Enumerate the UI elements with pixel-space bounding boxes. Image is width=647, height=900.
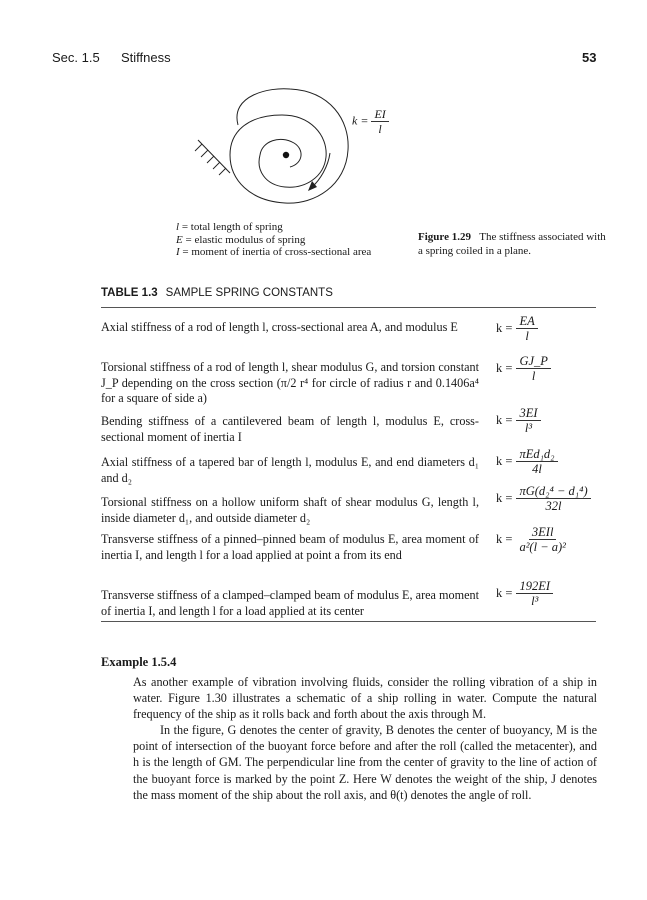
table-row-formula: k = $\frac{3EI}{\text{l³}}$ bbox=[492, 406, 541, 435]
table-row-description: Transverse stiffness of a pinned–pinned beam of modulus E, area moment of inertia I, and length l for a load applied at point a from its end bbox=[101, 532, 479, 562]
spring-center bbox=[283, 152, 289, 158]
spring-constant-formula: k = $\frac{EI}{l}$ bbox=[352, 107, 389, 136]
spring-coil-outer bbox=[230, 89, 348, 203]
table-row-description: Transverse stiffness of a clamped–clamped beam of modulus E, area moment of inertia I, and length l for a load applied at its center bbox=[101, 588, 479, 618]
table-top-rule bbox=[101, 307, 596, 308]
table-row-description: Axial stiffness of a rod of length l, cross-sectional area A, and modulus E bbox=[101, 320, 458, 334]
table-row-description: Bending stiffness of a cantilevered beam of length l, modulus E, cross-sectional moment of inertia I bbox=[101, 414, 479, 444]
table-row-description: Torsional stiffness of a rod of length l, shear modulus G, and torsion constant J_P depending on the cross section (π/2 r⁴ for circle of radius r and 0.1406a⁴ for a square of side a) bbox=[101, 360, 479, 405]
table-row-description: Axial stiffness of a tapered bar of length l, modulus E, and end diameters d₁ and d₂ bbox=[101, 455, 479, 485]
arrow-arc bbox=[312, 153, 330, 187]
example-paragraph: As another example of vibration involving fluids, consider the rolling vibration of a ship in water. Figure 1.30 illustrates a schematic of a ship rolling in water. Compute the natural frequency of the ship as it rolls back and forth about the axis through M. bbox=[133, 675, 597, 722]
table-row-formula: k = $\frac{EA}{l}$ bbox=[492, 314, 538, 343]
legend-item: l = total length of spring bbox=[176, 221, 283, 233]
spring-coil-inner bbox=[260, 139, 301, 167]
example-paragraph: In the figure, G denotes the center of gravity, B denotes the center of buoyancy, M is the point of intersection of the buoyant force before and after the roll (called the metacenter), and h is the length of GM. The perpendicular line from the center of gravity to the line of action of the buoyant force is marked by the point Z. Here W denotes the weight of the ship, J denotes the mass moment of the ship about the roll axis, and θ(t) denotes the angle of roll. bbox=[133, 723, 597, 802]
figure-legend bbox=[176, 221, 371, 259]
table-row-formula: k = $\frac{GJ\_P}{l}$ bbox=[492, 354, 551, 383]
table-row-formula: k = $\frac{\text{πG(d₂⁴ − d₁⁴)}}{32l}$ bbox=[492, 484, 591, 513]
figure-caption: Figure 1.29 The stiffness associated with a spring coiled in a plane. bbox=[418, 231, 606, 257]
page-number: 53 bbox=[582, 50, 597, 65]
coiled-spring-figure bbox=[190, 85, 405, 210]
section-number: Sec. 1.5 bbox=[52, 50, 100, 65]
example-heading: Example 1.5.4 bbox=[101, 655, 177, 669]
table-row-formula: k = $\frac{\text{πEd₁d₂}}{4l}$ bbox=[492, 447, 558, 476]
table-row-formula: k = $\frac{\text{3EIl}}{\text{a²(l − a)²}}$ bbox=[496, 525, 566, 554]
table-row-description: Torsional stiffness on a hollow uniform shaft of shear modulus G, length l, inside diameter d₁, and outside diameter d₂ bbox=[101, 495, 479, 525]
table-row-formula: k = $\frac{192EI}{\text{l³}}$ bbox=[492, 579, 553, 608]
legend-item: E = elastic modulus of spring bbox=[176, 233, 306, 246]
legend-item: I = moment of inertia of cross-sectional area bbox=[176, 246, 372, 258]
running-title: Stiffness bbox=[121, 50, 171, 65]
table-title: TABLE 1.3 SAMPLE SPRING CONSTANTS bbox=[101, 287, 333, 299]
table-bottom-rule bbox=[101, 621, 596, 622]
example-body bbox=[133, 674, 597, 803]
